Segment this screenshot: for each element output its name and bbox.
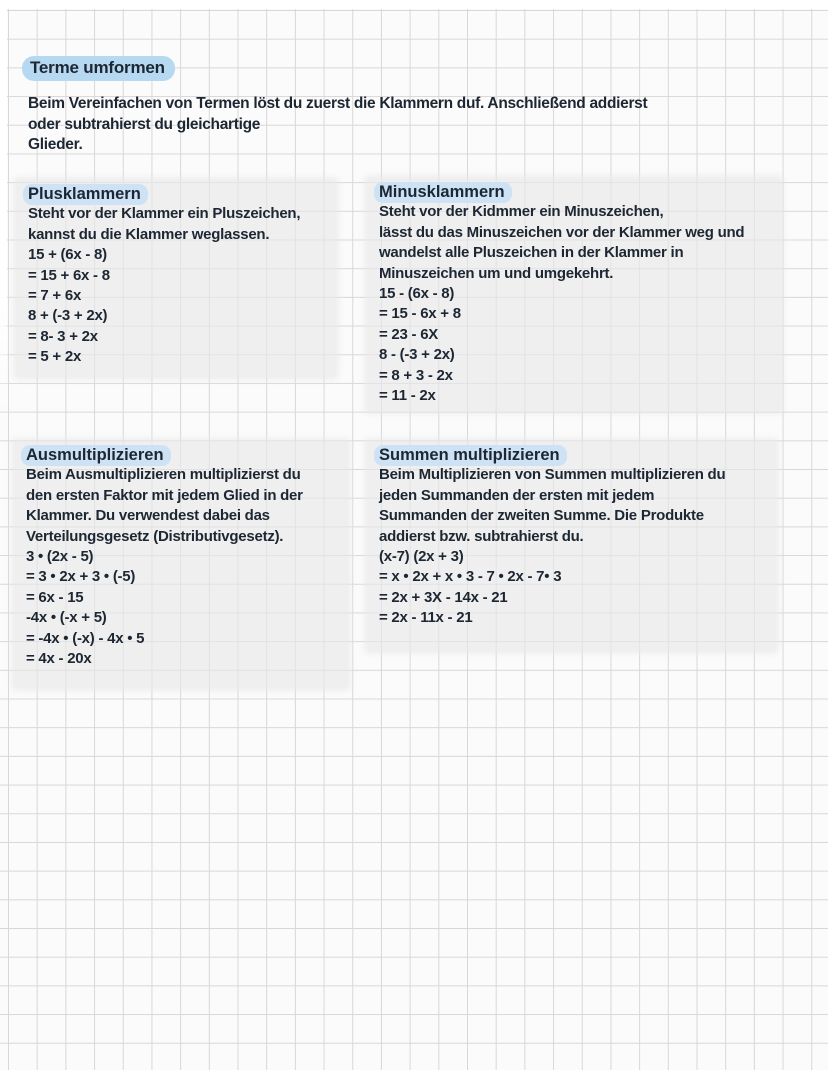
text-line: oder subtrahierst du gleichartige	[28, 115, 261, 133]
page-title: Terme umformen	[22, 56, 175, 81]
section-title-plusklammern	[28, 184, 336, 204]
text-line: wandelst alle Pluszeichen in der Klammer in	[379, 244, 684, 262]
text-line: = 15 + 6x - 8	[28, 266, 110, 284]
text-line: = -4x • (-x) - 4x • 5	[26, 629, 145, 647]
text-line: Verteilungsgesetz (Distributivgesetz).	[26, 527, 284, 545]
text-line: 8 + (-3 + 2x)	[28, 307, 108, 325]
text-line: lässt du das Minuszeichen vor der Klammer weg und	[379, 223, 745, 241]
text-line: = 3 • 2x + 3 • (-5)	[26, 568, 136, 586]
section-minusklammern	[367, 178, 781, 411]
section-summen-multiplizieren	[367, 441, 776, 651]
text-line: = 2x - 11x - 21	[379, 609, 473, 627]
text-line: Minuszeichen um und umgekehrt.	[379, 264, 614, 282]
text-line: den ersten Faktor mit jedem Glied in der	[26, 486, 303, 504]
section-body-plusklammern	[28, 204, 336, 367]
text-line: 15 + (6x - 8)	[28, 246, 107, 264]
text-line: = 8 + 3 - 2x	[379, 366, 453, 384]
section-body-minusklammern	[379, 202, 781, 406]
page-left-margin	[0, 0, 7, 420]
text-line: Steht vor der Kidmmer ein Minuszeichen,	[379, 203, 664, 221]
text-line: = 15 - 6x + 8	[379, 305, 461, 323]
title-highlight: Ausmultiplizieren	[21, 445, 171, 466]
section-ausmultiplizieren	[14, 441, 348, 688]
text-line: 3 • (2x - 5)	[26, 548, 94, 566]
text-line: kannst du die Klammer weglassen.	[28, 225, 270, 243]
text-line: addierst bzw. subtrahierst du.	[379, 527, 584, 545]
page-top-margin	[0, 0, 828, 9]
text-line: 15 - (6x - 8)	[379, 285, 455, 303]
intro-paragraph	[28, 94, 647, 156]
text-line: Beim Ausmultiplizieren multiplizierst du	[26, 466, 301, 484]
text-line: -4x • (-x + 5)	[26, 609, 107, 627]
section-body-summen-multiplizieren	[379, 465, 776, 628]
text-line: = x • 2x + x • 3 - 7 • 2x - 7• 3	[379, 568, 562, 586]
text-line: jeden Summanden der ersten mit jedem	[379, 486, 655, 504]
text-line: Summanden der zweiten Summe. Die Produkte	[379, 507, 704, 525]
section-body-ausmultiplizieren	[26, 465, 348, 669]
text-line: = 5 + 2x	[28, 348, 82, 366]
text-line: Beim Vereinfachen von Termen löst du zuerst die Klammern duf. Anschließend addierst	[28, 95, 648, 112]
text-line: Glieder.	[28, 136, 83, 154]
text-line: Klammer. Du verwendest dabei das	[26, 507, 270, 525]
section-title-summen-multiplizieren	[379, 445, 776, 465]
title-highlight: Minusklammern	[374, 182, 512, 203]
text-line: (x-7) (2x + 3)	[379, 548, 464, 566]
text-line: = 11 - 2x	[379, 387, 436, 405]
title-highlight: Plusklammern	[23, 184, 148, 205]
text-line: = 7 + 6x	[28, 287, 82, 305]
text-line: = 2x + 3X - 14x - 21	[379, 588, 508, 606]
section-title-minusklammern	[379, 182, 781, 202]
text-line: Beim Multiplizieren von Summen multiplizieren du	[379, 466, 726, 484]
text-line: = 23 - 6X	[379, 325, 439, 343]
text-line: Steht vor der Klammer ein Pluszeichen,	[28, 205, 301, 223]
text-line: = 4x - 20x	[26, 650, 92, 668]
title-highlight: Summen multiplizieren	[374, 445, 567, 466]
section-plusklammern	[16, 180, 336, 377]
text-line: = 8- 3 + 2x	[28, 327, 98, 345]
text-line: 8 - (-3 + 2x)	[379, 346, 455, 364]
text-line: = 6x - 15	[26, 588, 84, 606]
section-title-ausmultiplizieren	[26, 445, 348, 465]
